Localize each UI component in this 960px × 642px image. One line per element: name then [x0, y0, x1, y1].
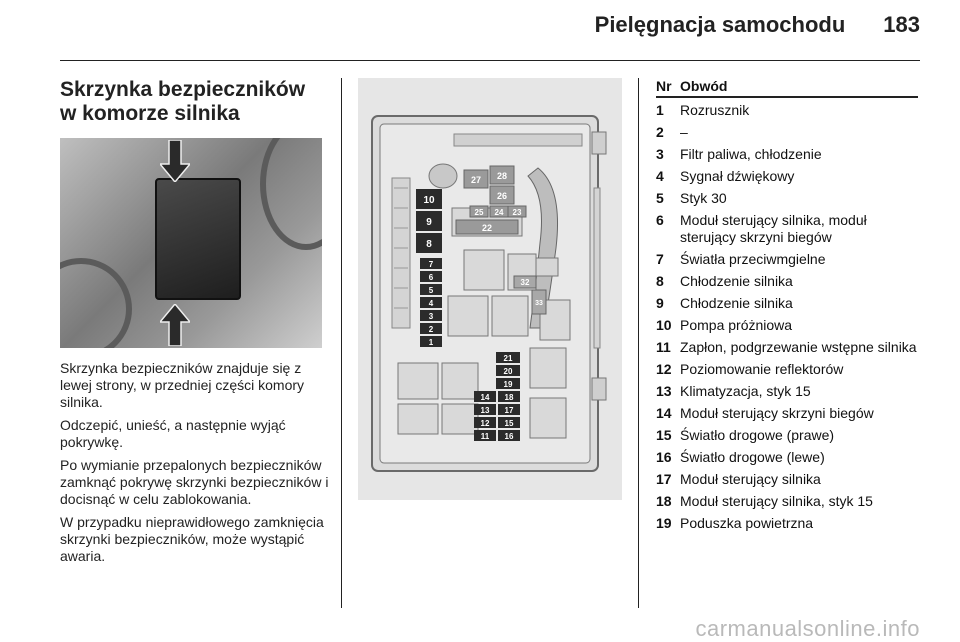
- fuse-label-7: 7: [428, 260, 434, 269]
- fuse-table-body: [656, 102, 918, 532]
- page-header: [595, 12, 920, 38]
- arrow-up-icon: [160, 304, 190, 346]
- fuse-label-21: 21: [503, 354, 513, 363]
- fuse-12: [474, 417, 496, 428]
- circuit-description: Moduł sterujący silnika, styk 15: [680, 493, 873, 509]
- fuse-number: 11: [656, 339, 671, 355]
- circuit-description: Rozrusznik: [680, 102, 750, 118]
- fuse-6: [420, 271, 442, 282]
- fuse-32: [514, 276, 536, 288]
- table-row: [656, 124, 918, 141]
- circuit-description: Styk 30: [680, 190, 727, 206]
- fuse-label-9: 9: [426, 217, 432, 228]
- table-row: [656, 102, 918, 119]
- fusebox-cover: [155, 178, 241, 300]
- fuse-number: 14: [656, 405, 672, 421]
- table-row: [656, 295, 918, 312]
- fuse-label-4: 4: [428, 299, 434, 308]
- circuit-description: Moduł sterujący silnika, moduł sterujący skrzyni biegów: [680, 212, 867, 245]
- fuse-number: 18: [656, 493, 672, 509]
- fuse-label-17: 17: [504, 406, 514, 415]
- fuse-label-10: 10: [423, 195, 435, 206]
- circuit-description: –: [680, 124, 688, 140]
- circuit-description: Moduł sterujący silnika: [680, 471, 821, 487]
- fuse-21: [496, 352, 520, 363]
- fuse-33: [532, 290, 546, 314]
- fuse-label-28: 28: [496, 171, 508, 181]
- table-row: [656, 405, 918, 422]
- fuse-label-5: 5: [428, 286, 434, 295]
- fuse-number: 7: [656, 251, 664, 267]
- table-row: [656, 317, 918, 334]
- circuit-description: Sygnał dźwiękowy: [680, 168, 795, 184]
- fuse-number: 10: [656, 317, 672, 333]
- column-divider-right: [638, 78, 639, 608]
- fuse-14: [474, 391, 496, 402]
- fuse-number: 13: [656, 383, 672, 399]
- circuit-description: Moduł sterujący skrzyni biegów: [680, 405, 874, 421]
- fuse-label-2: 2: [428, 325, 434, 334]
- paragraph-close-cover: Po wymianie przepalonych bezpieczników zamknąć pokrywę skrzynki bezpieczników i docisnąć w celu zablokowania.: [60, 457, 329, 507]
- fuse-20: [496, 365, 520, 376]
- fuse-number: 4: [656, 168, 664, 184]
- fuse-label-22: 22: [481, 223, 493, 233]
- circuit-description: Światła przeciwmgielne: [680, 251, 826, 267]
- table-row: [656, 146, 918, 163]
- left-column: [60, 78, 330, 565]
- fuse-label-27: 27: [470, 175, 482, 185]
- fuse-16: [498, 430, 520, 441]
- column-divider-left: [341, 78, 342, 608]
- fuse-18: [498, 391, 520, 402]
- table-row: [656, 427, 918, 444]
- fuse-label-32: 32: [520, 278, 530, 287]
- relay-10: [416, 189, 442, 209]
- fuse-23: [508, 206, 526, 217]
- fuse-label-11: 11: [480, 432, 490, 441]
- fuse-19: [496, 378, 520, 389]
- fuse-number: 1: [656, 102, 664, 118]
- fuse-25: [470, 206, 488, 217]
- fuse-2: [420, 323, 442, 334]
- fuse-number: 15: [656, 427, 672, 443]
- fuse-label-23: 23: [512, 208, 522, 217]
- fuse-number: 5: [656, 190, 664, 206]
- table-row: [656, 515, 918, 532]
- fuse-label-19: 19: [503, 380, 513, 389]
- fuse-15: [498, 417, 520, 428]
- arrow-down-icon: [160, 140, 190, 182]
- fusebox-diagram: [358, 78, 622, 500]
- circuit-description: Poziomowanie reflektorów: [680, 361, 844, 377]
- fuse-4: [420, 297, 442, 308]
- fusebox-diagram-svg: [358, 78, 622, 500]
- table-row: [656, 251, 918, 268]
- fuse-number: 16: [656, 449, 672, 465]
- fuse-3: [420, 310, 442, 321]
- section-title: Pielęgnacja samochodu: [594, 12, 846, 37]
- fuse-27: [464, 170, 488, 188]
- fuse-7: [420, 258, 442, 269]
- fuse-5: [420, 284, 442, 295]
- fuse-table: [656, 78, 918, 537]
- fuse-label-14: 14: [480, 393, 490, 402]
- table-row: [656, 212, 918, 246]
- paragraph-remove-cover: Odczepić, unieść, a następnie wyjąć pokrywkę.: [60, 417, 286, 450]
- fuse-11: [474, 430, 496, 441]
- circuit-description: Światło drogowe (lewe): [680, 449, 825, 465]
- cable-shape: [60, 258, 132, 348]
- paragraph-location: Skrzynka bezpieczników znajduje się z lewej strony, w przedniej części komory silnika.: [60, 360, 305, 410]
- header-circuit: Obwód: [680, 78, 728, 94]
- table-row: [656, 168, 918, 185]
- fuse-label-26: 26: [496, 191, 508, 201]
- cable-shape: [260, 138, 322, 250]
- fuse-1: [420, 336, 442, 347]
- fuse-label-8: 8: [426, 239, 432, 250]
- circuit-description: Zapłon, podgrzewanie wstępne silnika: [680, 339, 917, 355]
- fuse-number: 17: [656, 471, 672, 487]
- table-row: [656, 471, 918, 488]
- header-nr: Nr: [656, 78, 672, 94]
- fuse-label-15: 15: [504, 419, 514, 428]
- fuse-number: 3: [656, 146, 664, 162]
- fuse-number: 6: [656, 212, 664, 228]
- fuse-label-33: 33: [535, 300, 543, 307]
- fuse-label-25: 25: [474, 208, 484, 217]
- table-row: [656, 493, 918, 510]
- page-number: 183: [883, 12, 920, 37]
- table-row: [656, 273, 918, 290]
- table-row: [656, 383, 918, 400]
- relay-8: [416, 233, 442, 253]
- fuse-17: [498, 404, 520, 415]
- paragraph-warning: W przypadku nieprawidłowego zamknięcia skrzynki bezpieczników, może wystąpić awaria.: [60, 514, 324, 564]
- circuit-description: Pompa próżniowa: [680, 317, 793, 333]
- fuse-13: [474, 404, 496, 415]
- fuse-label-6: 6: [428, 273, 434, 282]
- fuse-22: [456, 220, 518, 234]
- fuse-label-18: 18: [504, 393, 514, 402]
- fuse-number: 2: [656, 124, 664, 140]
- fuse-label-3: 3: [428, 312, 434, 321]
- fuse-26: [490, 186, 514, 204]
- fuse-label-16: 16: [504, 432, 514, 441]
- engine-bay-photo: [60, 138, 322, 348]
- circuit-description: Poduszka powietrzna: [680, 515, 814, 531]
- circuit-description: Filtr paliwa, chłodzenie: [680, 146, 822, 162]
- fuse-label-13: 13: [480, 406, 490, 415]
- fuse-table-header: [656, 78, 918, 98]
- fuse-number: 9: [656, 295, 664, 311]
- fuse-number: 12: [656, 361, 672, 377]
- watermark: carmanualsonline.info: [695, 616, 920, 641]
- fuse-label-1: 1: [428, 338, 434, 347]
- relay-9: [416, 211, 442, 231]
- fuse-label-24: 24: [494, 208, 504, 217]
- fusebox-heading: Skrzynka bezpieczników w komorze silnika: [60, 78, 306, 125]
- fuse-28: [490, 166, 514, 184]
- circuit-description: Chłodzenie silnika: [680, 295, 793, 311]
- fuse-number: 19: [656, 515, 672, 531]
- table-row: [656, 361, 918, 378]
- circuit-description: Chłodzenie silnika: [680, 273, 793, 289]
- circuit-description: Światło drogowe (prawe): [680, 427, 835, 443]
- table-row: [656, 339, 918, 356]
- circuit-description: Klimatyzacja, styk 15: [680, 383, 811, 399]
- fuse-number: 8: [656, 273, 664, 289]
- fuse-label-20: 20: [503, 367, 513, 376]
- table-row: [656, 449, 918, 466]
- header-divider: [60, 60, 920, 61]
- fuse-label-12: 12: [480, 419, 490, 428]
- fuse-24: [490, 206, 508, 217]
- table-row: [656, 190, 918, 207]
